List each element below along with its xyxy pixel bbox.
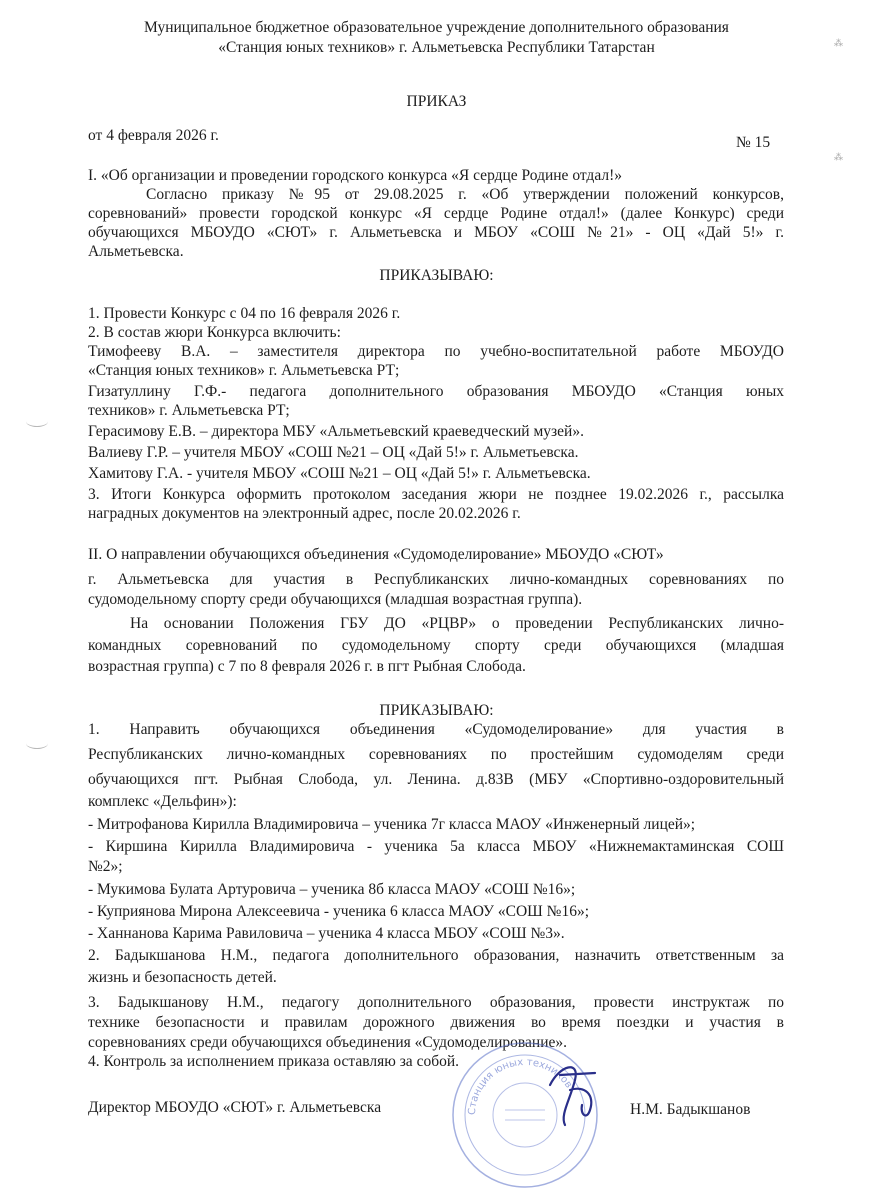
section2-heading-line: г. Альметьевска для участия в Республиканских лично-командных соревнованиях по xyxy=(88,571,784,588)
section1-item: Хамитову Г.А. - учителя МБОУ «СОШ №21 – ОЦ «Дай 5!» г. Альметьевска. xyxy=(88,465,591,482)
section2-item: Республиканских лично-командных соревнованиях по простейшим судомоделям среди xyxy=(88,746,784,763)
section2-item: - Ханнанова Карима Равиловича – ученика 4 класса МБОУ «СОШ №3». xyxy=(88,925,565,942)
section2-item: 4. Контроль за исполнением приказа оставляю за собой. xyxy=(88,1053,460,1070)
document-date: от 4 февраля 2026 г. xyxy=(88,127,219,144)
section2-item: - Киршина Кирилла Владимировича - ученика 5а класса МБОУ «Нижнемактаминская СОШ xyxy=(88,838,784,855)
section2-para-line: возрастная группа) с 7 по 8 февраля 2026 г. в пгт Рыбная Слобода. xyxy=(88,658,526,675)
handwritten-signature-icon xyxy=(540,1055,610,1135)
section1-item: Тимофееву В.А. – заместителя директора по учебно-воспитательной работе МБОУДО xyxy=(88,343,784,360)
section1-para-line: соревнований» провести городской конкурс «Я сердце Родине отдал!» (далее Конкурс) среди xyxy=(88,205,784,222)
stamp-text: Станция юных техников xyxy=(466,1056,575,1116)
section2-order-word: ПРИКАЗЫВАЮ: xyxy=(379,702,494,719)
punch-hole xyxy=(26,416,48,427)
section2-item: - Митрофанова Кирилла Владимировича – ученика 7г класса МАОУ «Инженерный лицей»; xyxy=(88,816,696,833)
section2-item: комплекс «Дельфин»): xyxy=(88,793,237,810)
section1-item: 3. Итоги Конкурса оформить протоколом заседания жюри не позднее 19.02.2026 г., рассылка xyxy=(88,486,784,503)
org-header-line2: «Станция юных техников» г. Альметьевска Республики Татарстан xyxy=(218,39,655,56)
section1-item: Герасимову Е.В. – директора МБУ «Альметьевский краеведческий музей». xyxy=(88,423,584,440)
section1-item: техников» г. Альметьевска РТ; xyxy=(88,402,290,419)
section1-item: наградных документов на электронный адрес, после 20.02.2026 г. xyxy=(88,505,521,522)
section1-item: 2. В состав жюри Конкурса включить: xyxy=(88,324,341,341)
section1-para-line: обучающихся МБОУДО «СЮТ» г. Альметьевска и МБОУ «СОШ №21» - ОЦ «Дай 5!» г. xyxy=(88,224,784,241)
section2-heading-line: II. О направлении обучающихся объединения «Судомоделирование» МБОУДО «СЮТ» xyxy=(88,546,664,563)
section1-para-line: Альметьевска. xyxy=(88,243,184,260)
section1-order-word: ПРИКАЗЫВАЮ: xyxy=(379,267,494,284)
document-number: № 15 xyxy=(736,134,771,151)
section2-item: 2. Бадыкшанова Н.М., педагога дополнительного образования, назначить ответственным за xyxy=(88,947,784,964)
section2-item: - Куприянова Мирона Алексеевича - ученика 6 класса МАОУ «СОШ №16»; xyxy=(88,903,590,920)
section2-item: жизнь и безопасность детей. xyxy=(88,969,277,986)
section2-para-line: командных соревнований по судомодельному спорту среди обучающихся (младшая xyxy=(88,637,784,654)
org-header-line1: Муниципальное бюджетное образовательное учреждение дополнительного образования xyxy=(144,19,729,36)
signature-name: Н.М. Бадыкшанов xyxy=(630,1101,751,1118)
section2-item: соревнованиях среди обучающихся объединения «Судомоделирование». xyxy=(88,1034,567,1051)
section1-item: Валиеву Г.Р. – учителя МБОУ «СОШ №21 – ОЦ «Дай 5!» г. Альметьевска. xyxy=(88,444,579,461)
section1-item: 1. Провести Конкурс с 04 по 16 февраля 2026 г. xyxy=(88,305,401,322)
margin-mark: ⁂ xyxy=(834,152,843,162)
section2-item: 3. Бадыкшанову Н.М., педагогу дополнительного образования, провести инструктаж по xyxy=(88,994,784,1011)
section1-item: Гизатуллину Г.Ф.- педагога дополнительного образования МБОУДО «Станция юных xyxy=(88,383,784,400)
section2-item: обучающихся пгт. Рыбная Слобода, ул. Ленина. д.83В (МБУ «Спортивно-оздоровительный xyxy=(88,771,784,788)
section2-heading-line: судомодельному спорту среди обучающихся (младшая возрастная группа). xyxy=(88,591,583,608)
section2-item: технике безопасности и правилам дорожного движения во время поездки и участия в xyxy=(88,1014,784,1031)
section2-item: 1. Направить обучающихся объединения «Судомоделирование» для участия в xyxy=(88,721,784,738)
section1-heading: I. «Об организации и проведении городского конкурса «Я сердце Родине отдал!» xyxy=(88,167,622,184)
section2-para-line: На основании Положения ГБУ ДО «РЦВР» о проведении Республиканских лично- xyxy=(130,615,784,632)
signature-position: Директор МБОУДО «СЮТ» г. Альметьевска xyxy=(88,1099,382,1116)
margin-mark: ⁂ xyxy=(834,38,843,48)
section2-item: №2»; xyxy=(88,858,123,875)
document-title: ПРИКАЗ xyxy=(406,93,467,110)
section1-item: «Станция юных техников» г. Альметьевска РТ; xyxy=(88,362,400,379)
section1-para-line: Согласно приказу №95 от 29.08.2025 г. «Об утверждении положений конкурсов, xyxy=(146,186,784,203)
punch-hole xyxy=(26,738,48,749)
section2-item: - Мукимова Булата Артуровича – ученика 8б класса МАОУ «СОШ №16»; xyxy=(88,881,576,898)
